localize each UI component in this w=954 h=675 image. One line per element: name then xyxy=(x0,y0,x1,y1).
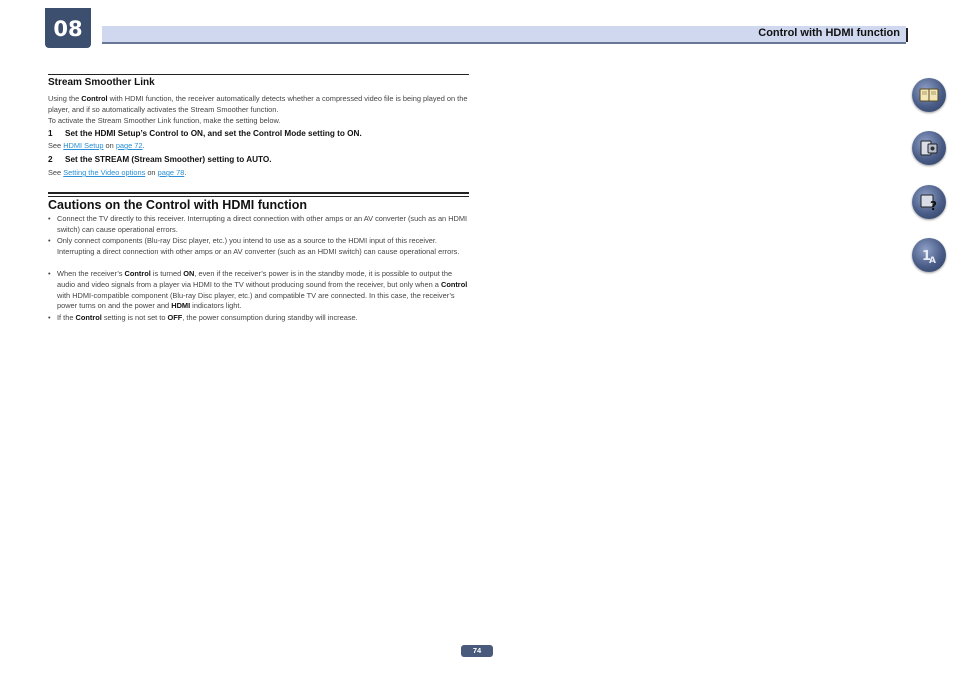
step-2: 2 Set the STREAM (Stream Smoother) setting to AUTO. xyxy=(48,155,272,164)
appendix-icon[interactable] xyxy=(912,238,946,272)
svg-text:?: ? xyxy=(930,199,937,213)
troubleshoot-icon[interactable] xyxy=(912,185,946,219)
see-reference: See HDMI Setup on page 72. xyxy=(48,141,145,150)
video-options-link[interactable]: Setting the Video options xyxy=(63,168,146,177)
receiver-icon[interactable] xyxy=(912,131,946,165)
see-reference: See Setting the Video options on page 78. xyxy=(48,168,187,177)
section-rule xyxy=(48,192,469,194)
hdmi-setup-link[interactable]: HDMI Setup xyxy=(63,141,104,150)
list-item: • Connect the TV directly to this receiver. Interrupting a direct connection with other amps or an AV converter (such as an HDMI switch) can cause operational errors. xyxy=(48,214,468,234)
svg-text:1: 1 xyxy=(922,249,932,264)
book-icon[interactable] xyxy=(912,78,946,112)
svg-text:A: A xyxy=(929,256,936,266)
list-item: • When the receiver’s Control is turned ON, even if the receiver’s power is in the standby mode, it is possible to output the audio and video signals from a player via HDMI to the TV without producing sound from the receiver, but only when a Control with HDMI-compatible component (Blu-ray Disc player, etc.) and compatible TV are connected. In this case, the receiver’s power turns on and the power and HDMI indicators light. xyxy=(48,269,468,311)
step-1: 1 Set the HDMI Setup’s Control to ON, and set the Control Mode setting to ON. xyxy=(48,129,362,138)
section-heading: Cautions on the Control with HDMI function xyxy=(48,198,307,212)
page-78-link[interactable]: page 78 xyxy=(157,168,185,177)
chapter-number: 08 xyxy=(45,8,91,48)
paragraph: Using the Control with HDMI function, the receiver automatically detects whether a compressed video file is being played on the player, and if so automatically activates the Stream Smoother function. To activate the Stream Smoother Link function, make the setting below. xyxy=(48,94,468,125)
section-rule xyxy=(48,196,469,197)
header-divider xyxy=(906,28,908,42)
page-72-link[interactable]: page 72 xyxy=(115,141,143,150)
list-item: • If the Control setting is not set to OFF, the power consumption during standby will increase. xyxy=(48,313,358,322)
page-number: 74 xyxy=(461,645,493,657)
section-rule xyxy=(48,74,469,75)
page-header xyxy=(102,26,906,44)
list-item: • Only connect components (Blu-ray Disc player, etc.) you intend to use as a source to the HDMI input of this receiver. Interrupting a direct connection with other amps or an AV converter (such as an HDMI switch) can cause operational errors. xyxy=(48,236,460,256)
header-title: Control with HDMI function xyxy=(758,27,900,39)
section-heading: Stream Smoother Link xyxy=(48,77,155,88)
